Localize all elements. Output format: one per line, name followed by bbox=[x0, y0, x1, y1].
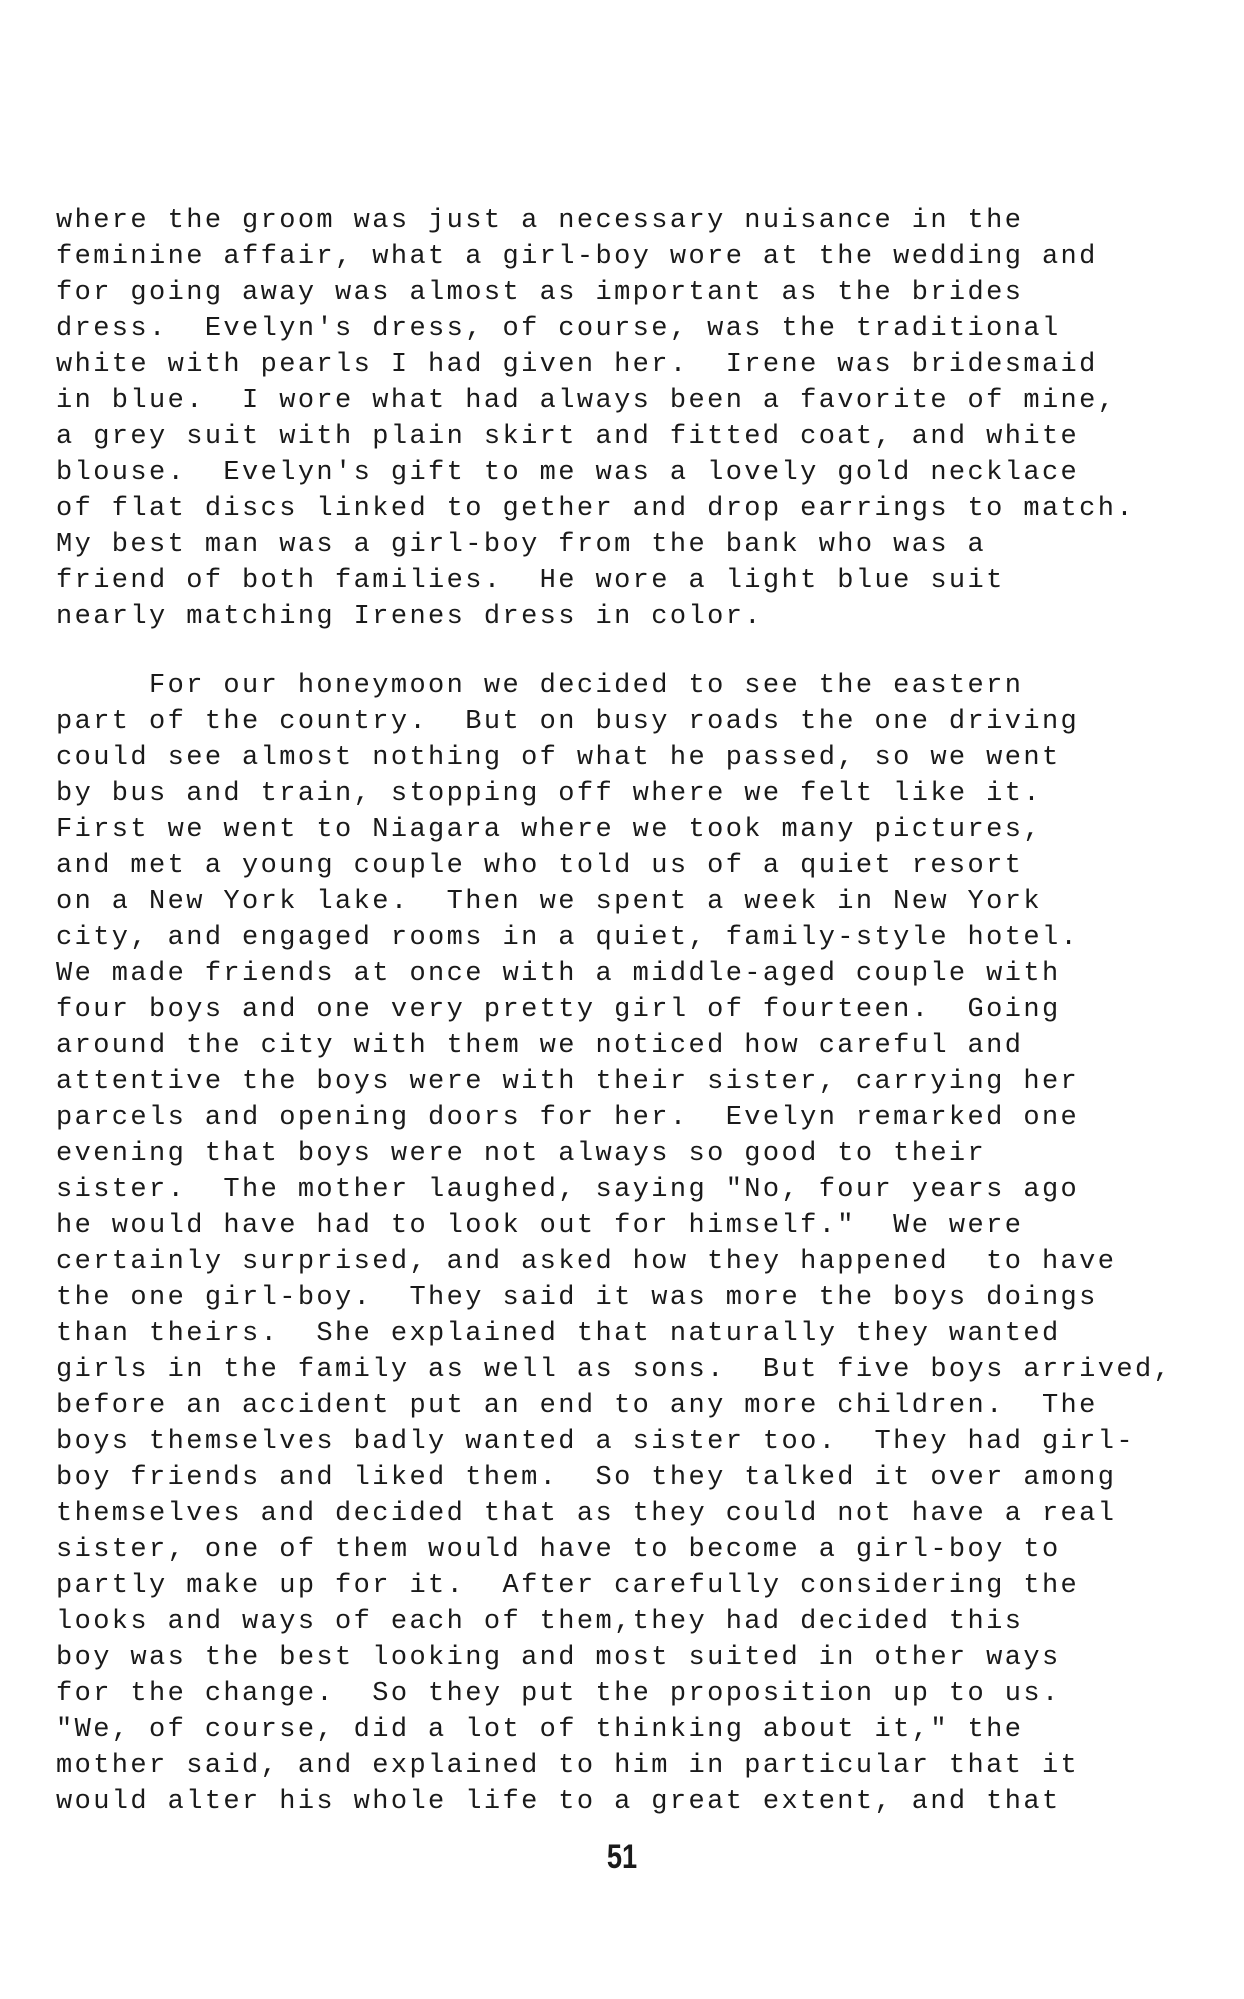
text-line: mother said, and explained to him in particular that it bbox=[56, 1751, 1080, 1781]
text-line: "We, of course, did a lot of thinking about it," the bbox=[56, 1715, 1024, 1745]
text-line: four boys and one very pretty girl of fourteen. Going bbox=[56, 995, 1061, 1025]
text-line: by bus and train, stopping off where we felt like it. bbox=[56, 779, 1042, 809]
text-line: of flat discs linked to gether and drop earrings to match. bbox=[56, 494, 1135, 524]
text-line: We made friends at once with a middle-aged couple with bbox=[56, 959, 1061, 989]
text-line: would alter his whole life to a great extent, and that bbox=[56, 1787, 1061, 1817]
text-line: friend of both families. He wore a light blue suit bbox=[56, 566, 1005, 596]
text-line: before an accident put an end to any more children. The bbox=[56, 1391, 1098, 1421]
text-line: boy was the best looking and most suited in other ways bbox=[56, 1643, 1061, 1673]
text-line: girls in the family as well as sons. But five boys arrived, bbox=[56, 1355, 1173, 1385]
text-line: blouse. Evelyn's gift to me was a lovely gold necklace bbox=[56, 458, 1080, 488]
text-line: could see almost nothing of what he passed, so we went bbox=[56, 743, 1061, 773]
text-line: where the groom was just a necessary nuisance in the bbox=[56, 206, 1024, 236]
text-line: he would have had to look out for himself." We were bbox=[56, 1211, 1024, 1241]
text-line: dress. Evelyn's dress, of course, was the traditional bbox=[56, 314, 1061, 344]
text-line: nearly matching Irenes dress in color. bbox=[56, 602, 763, 632]
text-line: parcels and opening doors for her. Evelyn remarked one bbox=[56, 1103, 1080, 1133]
text-line: First we went to Niagara where we took many pictures, bbox=[56, 815, 1042, 845]
paragraph-2 bbox=[56, 668, 1216, 1820]
text-line: white with pearls I had given her. Irene was bridesmaid bbox=[56, 350, 1098, 380]
text-line: themselves and decided that as they could not have a real bbox=[56, 1499, 1117, 1529]
text-line: city, and engaged rooms in a quiet, family-style hotel. bbox=[56, 923, 1080, 953]
text-line: part of the country. But on busy roads the one driving bbox=[56, 707, 1080, 737]
text-line: and met a young couple who told us of a quiet resort bbox=[56, 851, 1024, 881]
text-line: a grey suit with plain skirt and fitted coat, and white bbox=[56, 422, 1080, 452]
paragraph-1 bbox=[56, 203, 1216, 635]
text-line: around the city with them we noticed how careful and bbox=[56, 1031, 1024, 1061]
text-line: the one girl-boy. They said it was more the boys doings bbox=[56, 1283, 1098, 1313]
text-line: For our honeymoon we decided to see the eastern bbox=[56, 671, 1024, 701]
text-line: for the change. So they put the proposition up to us. bbox=[56, 1679, 1061, 1709]
text-line: evening that boys were not always so good to their bbox=[56, 1139, 987, 1169]
text-line: My best man was a girl-boy from the bank who was a bbox=[56, 530, 987, 560]
text-line: on a New York lake. Then we spent a week in New York bbox=[56, 887, 1042, 917]
text-line: boy friends and liked them. So they talked it over among bbox=[56, 1463, 1117, 1493]
text-line: feminine affair, what a girl-boy wore at the wedding and bbox=[56, 242, 1098, 272]
page-number: 51 bbox=[606, 1838, 638, 1876]
text-line: boys themselves badly wanted a sister too. They had girl- bbox=[56, 1427, 1135, 1457]
text-line: in blue. I wore what had always been a favorite of mine, bbox=[56, 386, 1117, 416]
text-line: attentive the boys were with their sister, carrying her bbox=[56, 1067, 1080, 1097]
text-line: certainly surprised, and asked how they happened to have bbox=[56, 1247, 1117, 1277]
text-line: looks and ways of each of them,they had decided this bbox=[56, 1607, 1024, 1637]
text-line: for going away was almost as important as the brides bbox=[56, 278, 1024, 308]
text-line: partly make up for it. After carefully considering the bbox=[56, 1571, 1080, 1601]
text-line: sister, one of them would have to become a girl-boy to bbox=[56, 1535, 1061, 1565]
text-line: than theirs. She explained that naturally they wanted bbox=[56, 1319, 1061, 1349]
text-line: sister. The mother laughed, saying "No, four years ago bbox=[56, 1175, 1080, 1205]
